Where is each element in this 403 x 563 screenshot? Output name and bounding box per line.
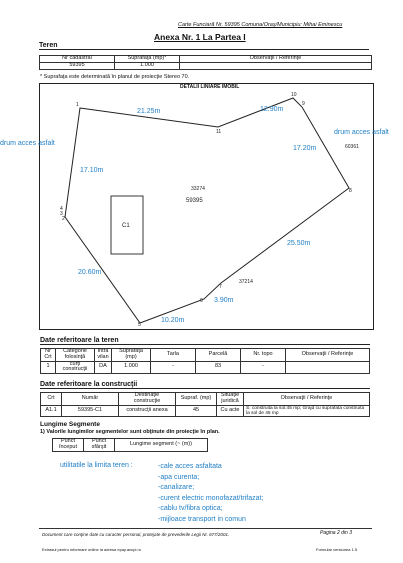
footer-legal: Document care conţine date cu caracter personal, protejate de prevederile Legii Nr. 677/2001. [42,532,230,537]
point-5: 5 [138,322,141,328]
segment-label-10-20: 10.20m [161,317,185,324]
ref-teren-title: Date referitoare la teren [40,337,370,345]
utilitati-item: -cablu tv/fibra optica; [158,505,223,513]
cell-parcela: 83 [196,361,241,374]
lungime-title: Lungime Segmente [40,421,100,428]
cell-nr-topo: - [241,361,286,374]
point-8: 8 [349,188,352,194]
point-10: 10 [291,92,297,98]
cell-nr-crt: 1 [41,361,56,374]
point-9: 9 [302,101,305,107]
utilitati-label: utilitatile la limita teren : [60,462,133,469]
cell-intravilan: DA [95,361,112,374]
point-7: 7 [219,284,222,290]
col-nr-topo: Nr. topo [241,349,286,362]
col-observatii: Observaţii / Referinţe [180,56,372,63]
utilitati-item: -apa curenta; [158,473,200,481]
point-3: 3 [60,211,63,217]
cell-situatie: Cu acte [217,405,244,416]
utilitati-item: -canalizare; [158,484,195,492]
cell-suprafata: 1.000 [115,62,180,69]
col-crt: Crt [41,393,62,406]
segment-label-21-25: 21.25m [137,108,161,115]
segment-label-17-20: 17.20m [293,145,317,152]
col-suprafata-teren: Suprafaţa (mp) [112,349,151,362]
point-6: 6 [200,298,203,304]
footer-page: Pagina 2 din 3 [320,530,352,536]
col-nr-cadastral: Nr cadastral [40,56,115,63]
segment-label-20-60: 20.60m [78,269,102,276]
segment-label-17-10: 17.10m [80,167,104,174]
lungime-table [52,438,208,452]
plan-title: DETALII LINIARE IMOBIL [180,84,240,90]
label-60361: 60361 [345,144,359,150]
footer-divider [39,528,372,529]
road-label-left: drum acces asfalt [0,140,55,147]
segment-label-25-50: 25.50m [287,240,311,247]
ref-teren-table [40,348,370,374]
col-punct-inceput: Punct început [53,439,84,452]
label-59395: 59395 [186,198,203,204]
cell-destinatie: construcţii anexa [119,405,176,416]
col-lungime: Lungime segment (~ (m)) [115,439,208,452]
point-2: 2 [62,216,65,222]
cell-tarla: - [151,361,196,374]
cell-observatii-constr: S. construita la sol:45 mp; Grajd cu suprafata construita la sol de 45 mp [244,405,370,416]
col-categorie: Categorie folosinţă [56,349,95,362]
carte-funciara-header: Carte Funciară Nr. 59395 Comuna/Oraş/Municipiu: Mihai Eminescu [178,22,343,28]
col-situatie: Situaţie juridică [217,393,244,406]
parcel-polygon [65,98,349,323]
cell-crt: A1.1 [41,405,62,416]
lungime-subtitle: 1) Valorile lungimilor segmentelor sunt obţinute din proiecţie în plan. [40,429,220,435]
col-parcela: Parcelă [196,349,241,362]
col-destinatie: Destinaţie construcţie [119,393,176,406]
anexa-title: Anexa Nr. 1 La Partea I [154,32,246,42]
point-11: 11 [216,129,222,135]
col-intravilan: Intra vilan [95,349,112,362]
cell-nr-cadastral: 59395 [40,62,115,69]
col-nr-crt: Nr Crt [41,349,56,362]
col-suprafata: Suprafaţa (mp)* [115,56,180,63]
utilitati-list [158,462,263,526]
col-observatii-teren: Observaţii / Referinţe [286,349,370,362]
col-punct-sfarsit: Punct sfârşit [84,439,115,452]
cell-numar: 59395-C1 [62,405,119,416]
building-label: C1 [122,223,130,229]
col-tarla: Tarla [151,349,196,362]
col-observatii-constr: Observaţii / Referinţe [244,393,370,406]
segment-label-12-90: 12.90m [260,106,284,113]
ref-constr-table [40,392,370,417]
cell-supraf-constr: 45 [176,405,217,416]
col-supraf-constr: Supraf. (mp) [176,393,217,406]
cell-suprafata-teren: 1.000 [112,361,151,374]
segment-label-3-90: 3.90m [214,297,234,304]
label-33274: 33274 [191,186,205,192]
utilitati-item: -cale acces asfaltata [158,463,222,470]
utilitati-item: -curent electric monofazat/trifazat; [158,494,264,502]
teren-note: * Suprafaţa este determinată în planul de proiecţie Stereo 70. [40,74,190,80]
point-4: 4 [60,206,63,212]
cell-categorie: curţi construcţii [56,361,95,374]
footer-version: Formular versiunea 1.5 [316,547,358,552]
road-label-right: drum acces asfalt [334,129,389,136]
cell-observatii-teren [286,361,370,374]
footer-epay: Extrasul pentru informare online la adresa epay.ancpi.ro [42,547,142,552]
label-37214: 37214 [239,279,253,285]
ref-constr-title: Date referitoare la construcţii [40,381,370,389]
col-numar: Număr [62,393,119,406]
teren-section-title: Teren [39,42,369,50]
utilitati-item: -mijloace transport in comun [158,515,246,523]
point-1: 1 [76,102,79,108]
